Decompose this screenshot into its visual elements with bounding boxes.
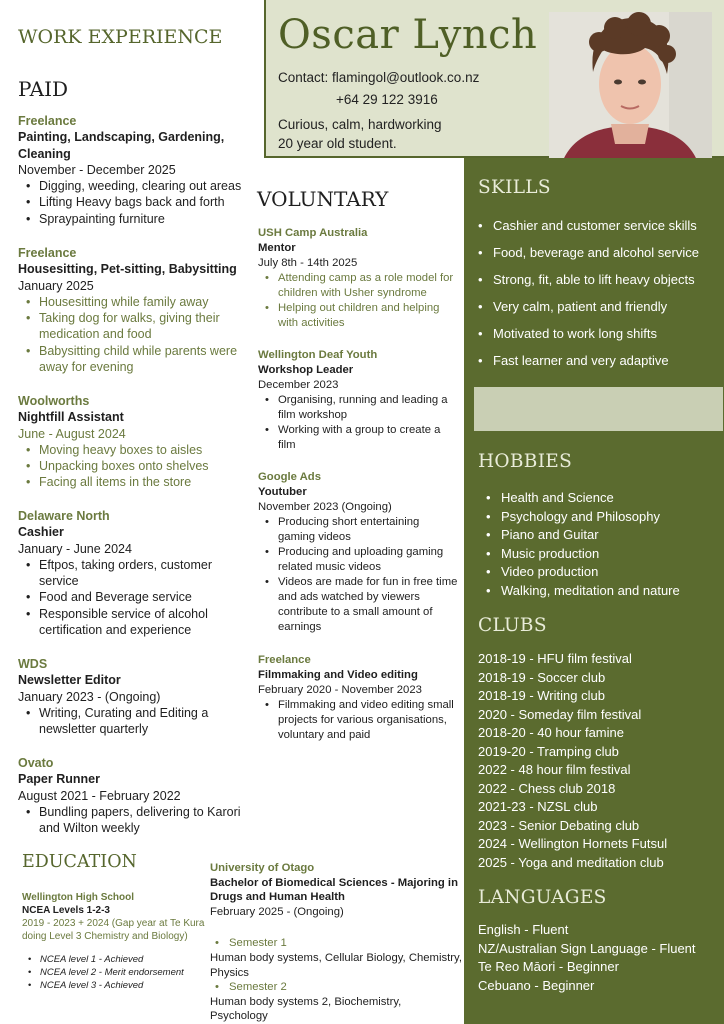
- job-role: Newsletter Editor: [18, 673, 121, 688]
- job-role: Youtuber: [258, 486, 307, 498]
- club-item: 2022 - Chess club 2018: [478, 780, 616, 796]
- semester-courses: Human body systems, Cellular Biology, Chemistry, Physics: [210, 951, 462, 979]
- divider-band: [474, 387, 723, 431]
- job-bullet: • Facing all items in the store: [18, 474, 243, 490]
- job-org: Wellington Deaf Youth: [258, 349, 378, 361]
- job-org: WDS: [18, 657, 48, 671]
- job-bullets: [258, 698, 458, 743]
- job-bullet: • Organising, running and leading a film workshop: [258, 393, 458, 423]
- job-bullet: • Writing, Curating and Editing a newsletter quarterly: [18, 705, 233, 738]
- job-dates: November 2023 (Ongoing): [258, 501, 392, 513]
- paid-heading: PAID: [18, 77, 68, 101]
- school-qualification: NCEA Levels 1-2-3: [22, 905, 110, 916]
- job-bullet: • Bundling papers, delivering to Karori and Wilton weekly: [18, 804, 243, 837]
- email-link[interactable]: flamingol@outlook.co.nz: [332, 70, 480, 85]
- language-item: Cebuano - Beginner: [478, 977, 595, 993]
- paid-job: [18, 755, 243, 836]
- phone-number[interactable]: +64 29 122 3916: [336, 92, 438, 107]
- club-item: 2022 - 48 hour film festival: [478, 762, 631, 777]
- club-item: 2018-20 - 40 hour famine: [478, 725, 624, 740]
- job-org: Google Ads: [258, 471, 321, 483]
- voluntary-job: [258, 348, 458, 453]
- job-bullet: • Helping out children and helping with activities: [258, 301, 458, 331]
- voluntary-job: [258, 653, 458, 743]
- semester-label: • Semester 1: [210, 936, 462, 951]
- job-dates: July 8th - 14th 2025: [258, 257, 358, 269]
- job-bullets: [18, 804, 243, 837]
- bio-line: 20 year old student.: [278, 136, 397, 151]
- education-school: [22, 891, 208, 992]
- ncea-level: • NCEA level 2 - Merit endorsement: [22, 966, 208, 979]
- job-role: Workshop Leader: [258, 364, 354, 376]
- contact-block: [278, 67, 479, 111]
- languages-list: [478, 921, 696, 995]
- ncea-levels: [22, 953, 208, 992]
- ncea-level: • NCEA level 1 - Achieved: [22, 953, 208, 966]
- bio: [278, 115, 442, 153]
- job-org: Freelance: [18, 114, 77, 128]
- club-item: 2025 - Yoga and meditation club: [478, 854, 664, 870]
- job-dates: January 2023 - (Ongoing): [18, 689, 161, 704]
- job-role: Paper Runner: [18, 772, 100, 787]
- club-item: 2021-23 - NZSL club: [478, 799, 598, 814]
- job-bullet: • Spraypainting furniture: [18, 211, 243, 227]
- hobby-item: • Psychology and Philosophy: [486, 508, 680, 527]
- paid-job: [18, 113, 243, 227]
- job-role: Nightfill Assistant: [18, 410, 124, 425]
- job-org: Ovato: [18, 756, 54, 770]
- work-experience-heading: WORK EXPERIENCE: [18, 26, 223, 48]
- paid-job: [18, 656, 233, 737]
- job-bullet: • Responsible service of alcohol certification and experience: [18, 606, 238, 639]
- job-role: Filmmaking and Video editing: [258, 669, 418, 681]
- voluntary-job: [258, 226, 458, 331]
- job-org: Freelance: [258, 654, 311, 666]
- job-bullet: • Attending camp as a role model for children with Usher syndrome: [258, 271, 458, 301]
- job-bullet: • Moving heavy boxes to aisles: [18, 442, 243, 458]
- job-bullet: • Unpacking boxes onto shelves: [18, 458, 243, 474]
- degree-dates: February 2025 - (Ongoing): [210, 905, 344, 918]
- clubs-heading: CLUBS: [478, 615, 547, 636]
- job-role: Painting, Landscaping, Gardening, Cleaning: [18, 130, 225, 161]
- skill-item: • Fast learner and very adaptive: [478, 347, 699, 374]
- job-bullets: [18, 442, 243, 491]
- job-org: Freelance: [18, 246, 77, 260]
- hobbies-list: [486, 489, 680, 600]
- job-bullet: • Digging, weeding, clearing out areas: [18, 178, 243, 194]
- job-org: Delaware North: [18, 509, 110, 523]
- school-name: Wellington High School: [22, 892, 135, 903]
- degree: Bachelor of Biomedical Sciences - Majoring in Drugs and Human Health: [210, 876, 458, 904]
- voluntary-heading: VOLUNTARY: [257, 187, 389, 211]
- skills-heading: SKILLS: [478, 177, 551, 198]
- job-dates: August 2021 - February 2022: [18, 788, 181, 803]
- paid-job: [18, 508, 238, 638]
- language-item: English - Fluent: [478, 922, 569, 937]
- profile-photo: [549, 12, 712, 175]
- job-bullet: • Producing and uploading gaming related music videos: [258, 545, 458, 575]
- education-heading: EDUCATION: [22, 852, 137, 872]
- job-bullet: • Food and Beverage service: [18, 589, 238, 605]
- job-bullets: [18, 294, 248, 375]
- club-item: 2020 - Someday film festival: [478, 706, 642, 722]
- skill-item: • Cashier and customer service skills: [478, 212, 699, 239]
- hobby-item: • Health and Science: [486, 489, 680, 508]
- ncea-level: • NCEA level 3 - Achieved: [22, 979, 208, 992]
- job-bullet: • Eftpos, taking orders, customer service: [18, 557, 238, 590]
- job-dates: November - December 2025: [18, 162, 176, 177]
- job-dates: December 2023: [258, 379, 339, 391]
- job-role: Cashier: [18, 525, 64, 540]
- club-item: 2018-19 - HFU film festival: [478, 651, 632, 666]
- job-bullet: • Housesitting while family away: [18, 294, 248, 310]
- club-item: 2024 - Wellington Hornets Futsul: [478, 836, 668, 851]
- paid-job: [18, 393, 243, 491]
- job-role: Housesitting, Pet-sitting, Babysitting: [18, 262, 237, 277]
- portrait-image: [549, 12, 712, 175]
- job-bullet: • Babysitting child while parents were away for evening: [18, 343, 248, 376]
- job-bullet: • Filmmaking and video editing small projects for various organisations, voluntary and paid: [258, 698, 458, 743]
- job-bullet: • Working with a group to create a film: [258, 423, 458, 453]
- skill-item: • Very calm, patient and friendly: [478, 293, 699, 320]
- education-university: [210, 861, 462, 1024]
- job-bullets: [18, 557, 238, 638]
- job-bullets: [258, 515, 458, 635]
- clubs-list: [478, 650, 667, 872]
- job-bullets: [18, 705, 233, 738]
- job-bullet: • Taking dog for walks, giving their medication and food: [18, 310, 248, 343]
- sidebar: [464, 158, 724, 1024]
- language-item: NZ/Australian Sign Language - Fluent: [478, 940, 696, 956]
- school-note: 2019 - 2023 + 2024 (Gap year at Te Kura doing Level 3 Chemistry and Biology): [22, 918, 205, 942]
- club-item: 2023 - Senior Debating club: [478, 817, 640, 833]
- contact-label: Contact:: [278, 70, 329, 85]
- job-dates: February 2020 - November 2023: [258, 684, 422, 696]
- skill-item: • Strong, fit, able to lift heavy objects: [478, 266, 699, 293]
- paid-job: [18, 245, 248, 375]
- hobby-item: • Video production: [486, 563, 680, 582]
- semester-label: • Semester 2: [210, 980, 462, 995]
- voluntary-job: [258, 470, 458, 635]
- bio-line: Curious, calm, hardworking: [278, 117, 442, 132]
- job-bullets: [18, 178, 243, 227]
- language-item: Te Reo Māori - Beginner: [478, 959, 619, 974]
- job-bullet: • Lifting Heavy bags back and forth: [18, 194, 243, 210]
- club-item: 2018-19 - Soccer club: [478, 669, 606, 685]
- name-title: Oscar Lynch: [278, 12, 538, 58]
- club-item: 2018-19 - Writing club: [478, 688, 605, 703]
- hobby-item: • Music production: [486, 545, 680, 564]
- hobby-item: • Walking, meditation and nature: [486, 582, 680, 601]
- semester-courses: Human body systems 2, Biochemistry, Psychology: [210, 995, 402, 1023]
- hobby-item: • Piano and Guitar: [486, 526, 680, 545]
- club-item: 2019-20 - Tramping club: [478, 743, 619, 759]
- job-dates: June - August 2024: [18, 426, 126, 441]
- job-bullets: [258, 393, 458, 453]
- hobbies-heading: HOBBIES: [478, 451, 573, 472]
- job-org: USH Camp Australia: [258, 227, 368, 239]
- skill-item: • Food, beverage and alcohol service: [478, 239, 699, 266]
- skill-item: • Motivated to work long shifts: [478, 320, 699, 347]
- job-bullet: • Producing short entertaining gaming videos: [258, 515, 458, 545]
- job-dates: January - June 2024: [18, 541, 132, 556]
- university-name: University of Otago: [210, 862, 315, 874]
- job-org: Woolworths: [18, 394, 90, 408]
- job-bullets: [258, 271, 458, 331]
- skills-list: [478, 212, 699, 374]
- job-role: Mentor: [258, 242, 296, 254]
- job-dates: January 2025: [18, 278, 94, 293]
- job-bullet: • Videos are made for fun in free time and ads watched by viewers contribute to a small amount of earnings: [258, 575, 458, 635]
- languages-heading: LANGUAGES: [478, 887, 607, 908]
